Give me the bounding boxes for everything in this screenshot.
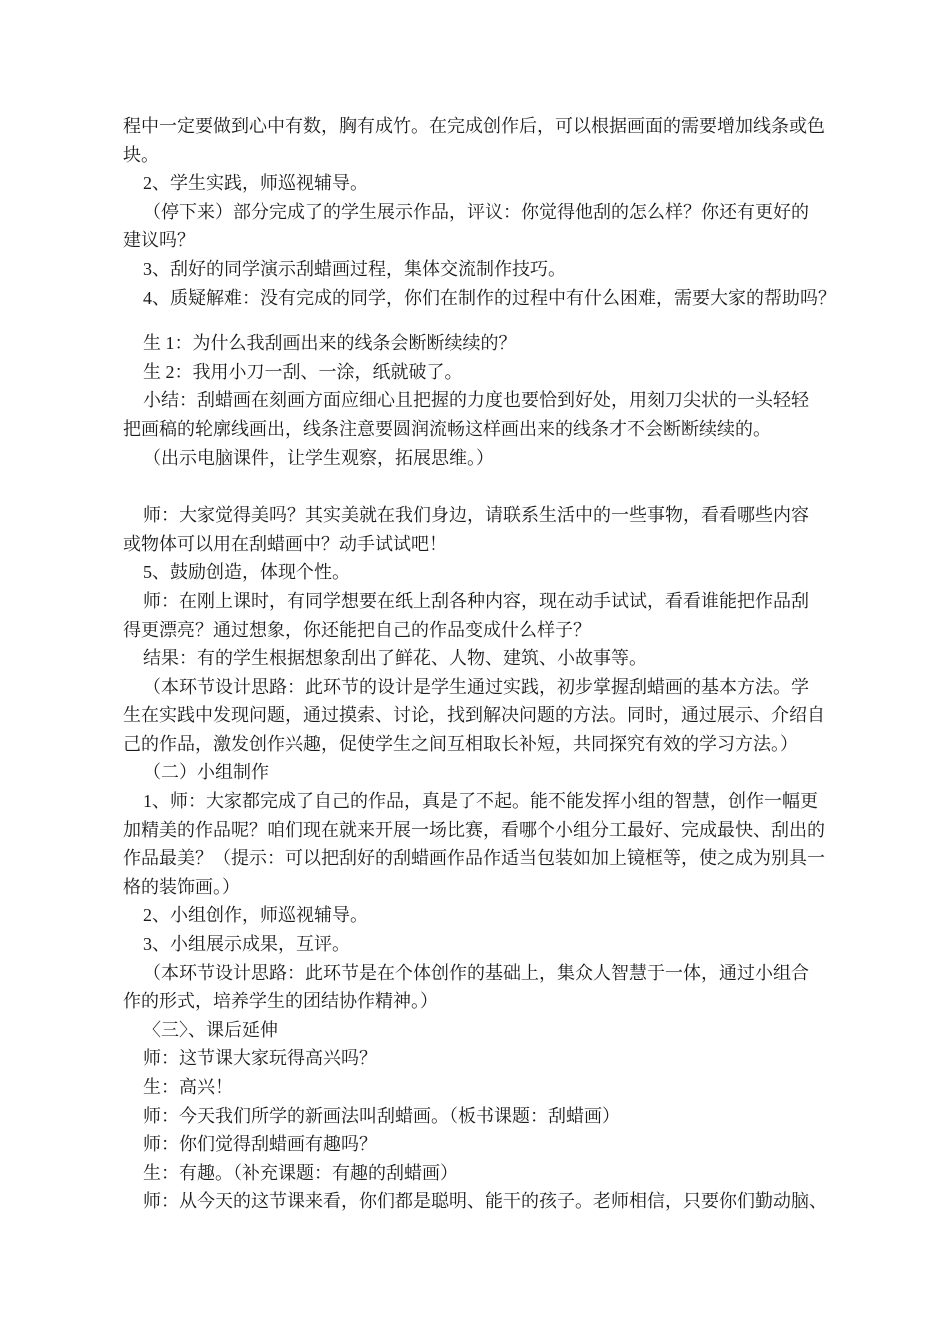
paragraph	[123, 673, 838, 759]
paragraph-spacer	[123, 472, 838, 501]
paragraph-line: 3、小组展示成果，互评。	[143, 934, 350, 955]
paragraph-line: 师：这节课大家玩得高兴吗？	[143, 1048, 377, 1069]
paragraph-line: 己的作品，激发创作兴趣，促使学生之间互相取长补短，共同探究有效的学习方法。）	[123, 733, 798, 754]
paragraph-line: 得更漂亮？通过想象，你还能把自己的作品变成什么样子？	[123, 619, 591, 640]
paragraph-line: 师：在刚上课时，有同学想要在纸上刮各种内容，现在动手试试，看看谁能把作品刮	[143, 590, 809, 611]
paragraph-line: 格的装饰画。）	[123, 876, 240, 897]
paragraph	[123, 1159, 838, 1188]
paragraph-line: 把画稿的轮廓线画出，线条注意要圆润流畅这样画出来的线条才不会断断续续的。	[123, 418, 771, 439]
paragraph	[123, 758, 838, 787]
paragraph	[123, 558, 838, 587]
paragraph	[123, 1187, 838, 1216]
paragraph	[123, 1102, 838, 1131]
paragraph	[123, 1130, 838, 1159]
paragraph	[123, 169, 838, 198]
paragraph-line: 生 2：我用小刀一刮、一涂，纸就破了。	[143, 361, 463, 382]
paragraph	[123, 1073, 838, 1102]
paragraph-line: 师：大家觉得美吗？其实美就在我们身边，请联系生活中的一些事物，看看哪些内容	[143, 505, 809, 526]
paragraph	[123, 112, 838, 169]
paragraph-line: 师：从今天的这节课来看，你们都是聪明、能干的孩子。老师相信，只要你们勤动脑、	[143, 1191, 827, 1212]
paragraph-line: 建议吗？	[123, 230, 195, 251]
paragraph-line: 2、小组创作，师巡视辅导。	[143, 905, 368, 926]
paragraph	[123, 255, 838, 284]
paragraph-line: 或物体可以用在刮蜡画中？动手试试吧！	[123, 533, 447, 554]
paragraph-line: 程中一定要做到心中有数，胸有成竹。在完成创作后，可以根据画面的需要增加线条或色	[123, 116, 825, 136]
paragraph	[123, 587, 838, 644]
paragraph-line: （停下来）部分完成了的学生展示作品，评议：你觉得他刮的怎么样？你还有更好的	[143, 201, 809, 222]
paragraph-line: 4、质疑解难：没有完成的同学，你们在制作的过程中有什么困难，需要大家的帮助吗？	[143, 287, 836, 308]
paragraph-line: （本环节设计思路：此环节是在个体创作的基础上，集众人智慧于一体，通过小组合	[143, 962, 809, 983]
paragraph-spacer	[123, 312, 838, 329]
paragraph-line: 2、学生实践，师巡视辅导。	[143, 173, 368, 194]
paragraph	[123, 959, 838, 1016]
paragraph	[123, 198, 838, 255]
paragraph-line: 小结：刮蜡画在刻画方面应细心且把握的力度也要恰到好处，用刻刀尖状的一头轻轻	[143, 390, 809, 411]
document-body	[123, 112, 838, 1216]
paragraph-line: 加精美的作品呢？咱们现在就来开展一场比赛，看哪个小组分工最好、完成最快、刮出的	[123, 819, 825, 840]
paragraph-line: 生 1：为什么我刮画出来的线条会断断续续的？	[143, 333, 517, 354]
paragraph-line: 5、鼓励创造，体现个性。	[143, 562, 350, 583]
paragraph	[123, 1044, 838, 1073]
paragraph	[123, 444, 838, 473]
paragraph-line: （二）小组制作	[143, 762, 269, 783]
paragraph-line: 师：你们觉得刮蜡画有趣吗？	[143, 1134, 377, 1155]
paragraph-line: 生在实践中发现问题，通过摸索、讨论，找到解决问题的方法。同时，通过展示、介绍自	[123, 705, 825, 726]
paragraph-line: 3、刮好的同学演示刮蜡画过程，集体交流制作技巧。	[143, 258, 566, 279]
paragraph-line: （出示电脑课件，让学生观察，拓展思维。）	[143, 447, 494, 468]
paragraph	[123, 901, 838, 930]
paragraph	[123, 930, 838, 959]
paragraph-line: 1、师：大家都完成了自己的作品，真是了不起。能不能发挥小组的智慧，创作一幅更	[143, 791, 818, 812]
paragraph-line: 块。	[123, 144, 159, 165]
paragraph-line: 生：高兴！	[143, 1077, 233, 1097]
paragraph-line: 生：有趣。（补充课题：有趣的刮蜡画）	[143, 1162, 458, 1183]
paragraph-line: 作品最美？（提示：可以把刮好的刮蜡画作品作适当包装如加上镜框等，使之成为别具一	[123, 848, 825, 869]
paragraph	[123, 386, 838, 443]
paragraph	[123, 329, 838, 358]
paragraph-line: 师：今天我们所学的新画法叫刮蜡画。（板书课题：刮蜡画）	[143, 1105, 620, 1126]
paragraph	[123, 1016, 838, 1045]
paragraph-line: （本环节设计思路：此环节的设计是学生通过实践，初步掌握刮蜡画的基本方法。学	[143, 676, 809, 697]
paragraph-line: 作的形式，培养学生的团结协作精神。）	[123, 991, 438, 1012]
paragraph-line: 〈三〉、课后延伸	[143, 1019, 278, 1040]
paragraph	[123, 501, 838, 558]
paragraph	[123, 644, 838, 673]
paragraph	[123, 358, 838, 387]
paragraph	[123, 787, 838, 901]
paragraph	[123, 284, 838, 313]
paragraph-line: 结果：有的学生根据想象刮出了鲜花、人物、建筑、小故事等。	[143, 648, 647, 669]
